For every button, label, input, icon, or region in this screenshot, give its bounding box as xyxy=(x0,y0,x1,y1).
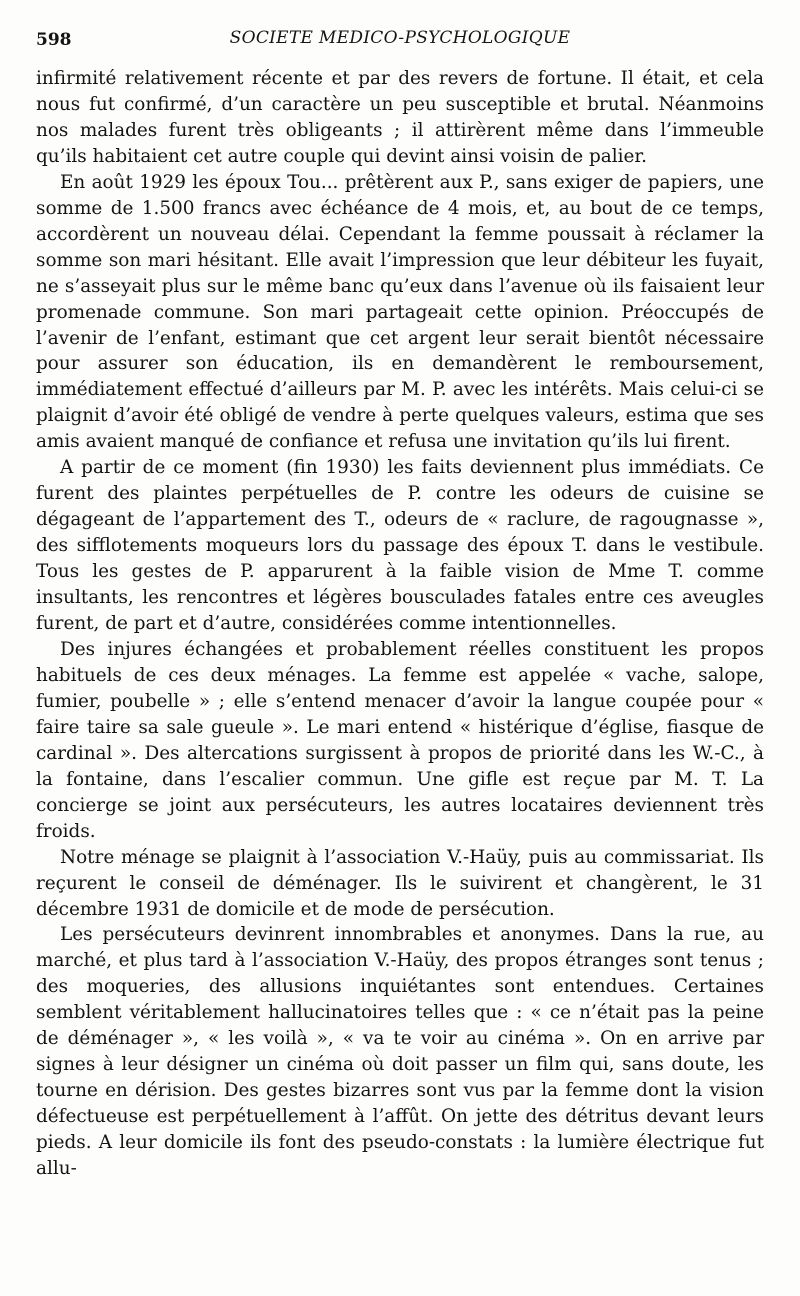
paragraph-loan: En août 1929 les époux Tou... prêtèrent aux P., sans exiger de papiers, une somme de 1.500 francs avec échéance de 4 mois, et, au bout de ce temps, accordèrent un nouveau délai. Cependant la femme poussait à réclamer la somme son mari hésitant. Elle avait l’impression que leur débiteur les fuyait, ne s’asseyait plus sur le même banc qu’eux dans l’avenue où ils faisaient leur promenade commune. Son mari partageait cette opinion. Préoccupés de l’avenir de l’enfant, estimant que cet argent leur serait bientôt nécessaire pour assurer son éducation, ils en demandèrent le remboursement, immédiatement effectué d’ailleurs par M. P. avec les intérêts. Mais celui-ci se plaignit d’avoir été obligé de vendre à perte quelques valeurs, estima que ses amis avaient manqué de confiance et refusa une invitation qu’ils lui firent. xyxy=(36,171,764,453)
paragraph-complaints: A partir de ce moment (fin 1930) les faits deviennent plus immédiats. Ce furent des plaintes perpétuelles de P. contre les odeurs de cuisine se dégageant de l’appartement des T., odeurs de « raclure, de ragougnasse », des sifflotements moqueurs lors du passage des époux T. dans le vestibule. Tous les gestes de P. apparurent à la faible vision de Mme T. comme insultants, les rencontres et légères bousculades fatales entre ces aveugles furent, de part et d’autre, considérées comme intentionnelles. xyxy=(36,457,764,635)
page-number: 598 xyxy=(36,30,72,50)
body-text xyxy=(36,66,764,1182)
paragraph-insults: Des injures échangées et probablement réelles constituent les propos habituels de ces deux ménages. La femme est appelée « vache, salope, fumier, poubelle » ; elle s’entend menacer d’avoir la langue coupée pour « faire taire sa sale gueule ». Le mari entend « histérique d’église, fiasque de cardinal ». Des altercations surgissent à propos de priorité dans les W.-C., à la fontaine, dans l’escalier commun. Une gifle est reçue par M. T. La concierge se joint aux persécuteurs, les autres locataires deviennent très froids. xyxy=(36,638,764,842)
paragraph-persecutors: Les persécuteurs devinrent innombrables et anonymes. Dans la rue, au marché, et plus tard à l’association V.-Haüy, des propos étranges sont tenus ; des moqueries, des allusions inquiétantes sont entendues. Certaines semblent véritablement hallucinatoires telles que : « ce n’était pas la peine de déménager », « les voilà », « va te voir au cinéma ». On en arrive par signes à leur désigner un cinéma où doit passer un film qui, sans doute, les tourne en dérision. Des gestes bizarres sont vus par la femme dont la vision défectueuse est perpétuellement à l’affût. On jette des détritus devant leurs pieds. A leur domicile ils font des pseudo-constats : la lumière électrique fut allu- xyxy=(36,924,764,1180)
running-title: SOCIETE MEDICO-PSYCHOLOGIQUE xyxy=(229,28,571,48)
paragraph-continuation: infirmité relativement récente et par des revers de fortune. Il était, et cela nous fut confirmé, d’un caractère un peu susceptible et brutal. Néanmoins nos malades furent très obligeants ; il attirèrent même dans l’immeuble qu’ils habitaient cet autre couple qui devint ainsi voisin de palier. xyxy=(36,68,764,167)
page-header xyxy=(36,26,764,66)
paragraph-moving: Notre ménage se plaignit à l’association V.-Haüy, puis au commissariat. Ils reçurent le conseil de déménager. Ils le suivirent et changèrent, le 31 décembre 1931 de domicile et de mode de persécution. xyxy=(36,846,764,920)
